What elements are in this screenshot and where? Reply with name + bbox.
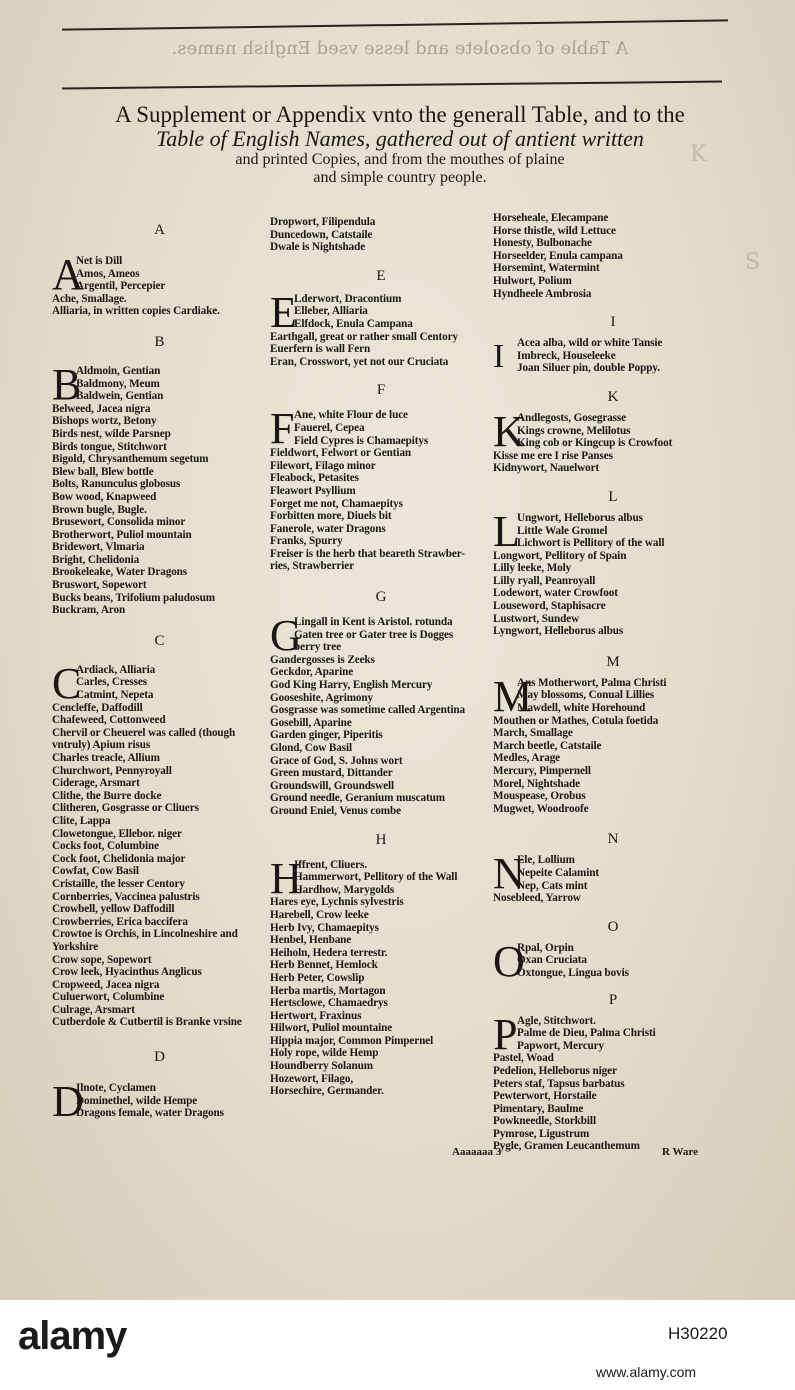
index-entry: Mouspease, Orobus (493, 790, 586, 803)
section-c (52, 658, 267, 1029)
section-g (270, 611, 492, 818)
index-entry: Elfdock, Enula Campana (294, 317, 413, 330)
index-entry: Clithe, the Burre docke (52, 789, 162, 802)
index-entry: Hozewort, Filago, (270, 1072, 354, 1085)
drop-cap: E (270, 287, 297, 337)
index-entry: Andlegosts, Gosegrasse (517, 411, 627, 424)
index-entry: Crow leek, Hyacinthus Anglicus (52, 966, 202, 979)
index-entry: Ungwort, Helleborus albus (517, 511, 643, 524)
bleed-through-mark: K (690, 142, 707, 167)
index-entry: Gosebill, Aparine (270, 716, 352, 729)
section-letter-a: A (154, 222, 165, 238)
index-entry: Kings crowne, Melilotus (517, 424, 631, 437)
section-h (270, 853, 492, 1098)
index-entry: Henbel, Henbane (270, 934, 352, 947)
section-letter-n: N (607, 831, 619, 848)
index-entry: Horseelder, Enula campana (493, 249, 623, 262)
index-entry: Oxtongue, Lingua bovis (517, 966, 629, 979)
section-a (52, 250, 267, 318)
section-h-continued (493, 212, 733, 300)
index-entry: Cocks foot, Columbine (52, 840, 159, 853)
bleed-through-header: A Table of obsolete and lesse vsed English names. (171, 38, 629, 59)
index-entry: Fanerole, water Dragons (270, 522, 386, 535)
alamy-logo: alamy (18, 1314, 127, 1358)
index-entry: Nep, Cats mint (517, 879, 588, 892)
index-entry: Herb Ivy, Chamaepitys (270, 921, 379, 934)
index-entry: Churchwort, Pennyroyall (52, 764, 172, 777)
index-entry: Fleawort Psyllium (270, 484, 356, 497)
index-entry: vntruly) Apium risus (52, 739, 151, 752)
index-entry: Amos, Ameos (76, 267, 140, 280)
index-entry: Dragons female, water Dragons (76, 1107, 224, 1120)
index-entry: Ilnote, Cyclamen (76, 1082, 156, 1095)
index-entry: Crowtoe is Orchis, in Lincolneshire and (52, 928, 238, 941)
index-entry: Catmint, Nepeta (76, 689, 154, 702)
index-entry: Lichwort is Pellitory of the wall (517, 537, 665, 550)
index-entry: Agle, Stitchwort. (517, 1014, 596, 1027)
index-entry: ries, Strawberrier (270, 560, 354, 573)
index-entry: Bridewort, Vlmaria (52, 541, 145, 554)
index-entry: Bigold, Chrysanthemum segetum (52, 453, 209, 466)
header-rule (62, 81, 722, 90)
title-line-4: and simple country people. (313, 169, 487, 187)
index-entry: March beetle, Catstaile (493, 739, 602, 752)
index-entry: Forget me not, Chamaepitys (270, 497, 403, 510)
section-k (493, 406, 733, 475)
index-entry: Ans Motherwort, Palma Christi (517, 676, 667, 689)
site-url: www.alamy.com (596, 1364, 697, 1380)
index-entry: Field Cypres is Chamaepitys (294, 434, 429, 447)
catchword: R Ware (662, 1146, 698, 1158)
index-entry: Bow wood, Knapweed (52, 490, 157, 503)
index-entry: Crowbell, yellow Daffodill (52, 903, 175, 916)
index-entry: Mouthen or Mathes, Cotula foetida (493, 714, 659, 727)
index-entry: Gooseshite, Agrimony (270, 691, 374, 704)
index-entry: Imbreck, Houseleeke (517, 349, 616, 362)
index-entry: Bishops wortz, Betony (52, 415, 157, 428)
index-entry: Pimentary, Baulme (493, 1102, 584, 1115)
index-entry: Glond, Cow Basil (270, 742, 353, 754)
index-entry: March, Smallage (493, 727, 573, 740)
index-entry: Buckram, Aron (52, 604, 126, 617)
section-letter-e: E (376, 267, 386, 284)
column-1 (52, 218, 267, 1127)
index-entry: Ardiack, Alliaria (76, 663, 156, 676)
index-entry: Ele, Lollium (517, 854, 575, 867)
index-entry: Duncedown, Catstaile (270, 228, 373, 241)
index-entry: Hertwort, Fraxinus (270, 1009, 362, 1022)
index-entry: Little Wale Gromel (517, 524, 608, 537)
section-l (493, 506, 733, 638)
index-entry: Ground needle, Geranium muscatum (270, 792, 445, 805)
section-d-continued (270, 216, 492, 254)
index-entry: Palme de Dieu, Palma Christi (517, 1027, 656, 1040)
index-entry: Lilly leeke, Moly (493, 562, 572, 575)
index-entry: Nosebleed, Yarrow (493, 892, 581, 905)
index-entry: Baldwein, Gentian (76, 390, 164, 403)
index-entry: Brookeleake, Water Dragons (52, 566, 188, 579)
section-letter-o: O (607, 918, 619, 935)
title-line-3: and printed Copies, and from the mouthes of plaine (235, 151, 565, 169)
index-entry: Culuerwort, Columbine (52, 991, 165, 1004)
index-entry: Bucks beans, Trifolium paludosum (52, 591, 216, 604)
index-entry: Charles treacle, Allium (52, 752, 160, 764)
drop-cap: G (270, 611, 302, 661)
section-letter-m: M (606, 653, 620, 670)
index-entry: Lderwort, Dracontium (294, 292, 402, 305)
index-entry: Holy rope, wilde Hemp (270, 1047, 379, 1060)
column-2 (270, 216, 492, 1098)
index-entry: Brotherwort, Puliol mountain (52, 528, 192, 541)
index-entry: Kidnywort, Nauelwort (493, 462, 600, 475)
index-entry: Earthgall, great or rather small Centory (270, 330, 459, 343)
index-entry: Lyngwort, Helleborus albus (493, 625, 624, 638)
index-entry: Acea alba, wild or white Tansie (517, 337, 663, 350)
index-entry: Argentil, Percepier (76, 280, 166, 293)
index-entry: Pastel, Woad (493, 1052, 554, 1065)
index-entry: Cock foot, Chelidonia major (52, 852, 186, 865)
drop-cap: C (52, 658, 82, 708)
drop-cap: P (493, 1009, 518, 1059)
index-entry: Cowfat, Cow Basil (52, 865, 139, 878)
index-entry: Gandergosses is Zeeks (270, 653, 375, 666)
section-e (270, 287, 492, 369)
index-entry: Ciderage, Arsmart (52, 777, 140, 790)
index-entry: Dominethel, wilde Hempe (76, 1094, 198, 1107)
index-entry: Lilly ryall, Peanroyall (493, 574, 596, 587)
index-entry: Geckdor, Aparine (270, 666, 354, 679)
index-entry: Pedelion, Helleborus niger (493, 1064, 617, 1077)
index-entry: Blew ball, Blew bottle (52, 465, 154, 478)
index-entry: Lustwort, Sundew (493, 612, 580, 625)
index-entry: Baldmony, Meum (76, 377, 160, 390)
drop-cap: K (493, 406, 525, 456)
section-f (270, 404, 492, 573)
index-entry: Cencleffe, Daffodill (52, 701, 143, 714)
index-entry: Clitheren, Gosgrasse or Cliuers (52, 802, 199, 815)
section-letter-f: F (376, 382, 386, 399)
index-entry: Rpal, Orpin (517, 941, 574, 954)
index-entry: Herb Peter, Cowslip (270, 971, 365, 984)
index-entry: Powkneedle, Storkbill (493, 1115, 596, 1128)
index-entry: Elleber, Alliaria (294, 305, 368, 318)
drop-cap: M (493, 671, 533, 721)
index-entry: Belweed, Jacea nigra (52, 402, 151, 415)
index-entry: Hilwort, Puliol mountaine (270, 1022, 393, 1035)
index-entry: Cutberdole & Cutbertil is Branke vrsine (52, 1016, 242, 1029)
index-entry: Hertsclowe, Chamaedrys (270, 997, 388, 1010)
index-entry: Aldmoin, Gentian (76, 364, 161, 377)
index-entry: Bruswort, Sopewort (52, 579, 147, 592)
index-entry: Morel, Nightshade (493, 777, 580, 790)
section-letter-p: P (608, 991, 618, 1008)
index-entry: Fieldwort, Felwort or Gentian (270, 447, 412, 460)
index-entry: Herba martis, Mortagon (270, 984, 386, 997)
index-entry: Iffrent, Cliuers. (294, 858, 367, 871)
index-entry: Dwale is Nightshade (270, 241, 366, 254)
title-line-2: Table of English Names, gathered out of antient written (156, 126, 644, 152)
bleed-through-mark: S (745, 250, 761, 275)
image-id: H30220 (668, 1324, 728, 1343)
drop-cap: F (270, 404, 295, 454)
index-entry: Horse thistle, wild Lettuce (493, 224, 616, 237)
index-entry: Garden ginger, Piperitis (270, 729, 383, 742)
index-entry: Crowberries, Erica baccifera (52, 915, 188, 928)
index-entry: Eran, Crosswort, yet not our Cruciata (270, 355, 449, 368)
index-entry: Hardhow, Marygolds (294, 883, 395, 896)
index-entry: Hulwort, Polium (493, 274, 572, 287)
index-entry: Filewort, Filago minor (270, 459, 376, 472)
index-entry: Green mustard, Dittander (270, 767, 393, 780)
index-entry: Pewterwort, Horstaile (493, 1090, 597, 1103)
index-entry: Net is Dill (76, 255, 123, 267)
index-entry: Longwort, Pellitory of Spain (493, 549, 627, 562)
index-entry: Bright, Chelidonia (52, 553, 140, 566)
index-entry: Louseword, Staphisacre (493, 600, 606, 613)
index-entry: Ground Eniel, Venus combe (270, 804, 401, 817)
stock-watermark-bar (0, 1300, 795, 1390)
index-entry: Chervil or Cheuerel was called (though (52, 726, 236, 739)
title-line-1: A Supplement or Appendix vnto the generall Table, and to the (115, 102, 685, 127)
section-letter-d: D (154, 1049, 165, 1066)
section-n (493, 849, 733, 905)
index-entry: Hares eye, Lychnis sylvestris (270, 896, 404, 909)
section-letter-g: G (375, 589, 387, 606)
index-entry: Brown bugle, Bugle. (52, 503, 147, 516)
index-entry: Medles, Arage (493, 752, 561, 765)
index-entry: Franks, Spurry (270, 535, 343, 548)
index-entry: Pygle, Gramen Leucanthemum (493, 1140, 640, 1153)
drop-cap: H (270, 853, 302, 903)
section-o (493, 936, 733, 986)
index-entry: Cristaille, the lesser Centory (52, 877, 185, 890)
index-entry: Ane, white Flour de luce (294, 409, 408, 422)
signature-mark: Aaaaaaa 3 (452, 1146, 502, 1158)
section-b (52, 359, 267, 617)
index-entry: Papwort, Mercury (517, 1039, 605, 1052)
index-entry: Cornberries, Vaccinea palustris (52, 890, 200, 903)
index-entry: God King Harry, English Mercury (270, 679, 433, 692)
index-entry: Birds tongue, Stitchwort (52, 440, 167, 453)
section-m (493, 671, 733, 816)
index-entry: Mugwet, Woodroofe (493, 802, 589, 815)
index-entry: Kisse me ere I rise Panses (493, 449, 613, 462)
index-entry: Joan Siluer pin, double Poppy. (517, 362, 660, 375)
drop-cap: O (493, 936, 525, 986)
index-entry: Birds nest, wilde Parsnep (52, 427, 171, 440)
index-entry: Lodewort, water Crowfoot (493, 587, 618, 600)
index-entry: King cob or Kingcup is Crowfoot (517, 437, 673, 450)
section-letter-i: I (610, 314, 616, 331)
index-entry: Fleabock, Petasites (270, 472, 359, 485)
index-entry: Houndberry Solanum (270, 1060, 373, 1073)
section-letter-k: K (607, 388, 619, 405)
index-entry: Crow sope, Sopewort (52, 953, 152, 966)
index-entry: Pymrose, Ligustrum (493, 1127, 590, 1140)
section-letter-c: C (154, 632, 165, 649)
index-entry: Clowetongue, Ellebor. niger (52, 827, 182, 840)
index-entry: Oxan Cruciata (517, 954, 587, 967)
section-p (493, 1009, 733, 1154)
section-d (52, 1077, 267, 1127)
index-entry: May blossoms, Conual Lillies (517, 689, 655, 702)
index-entry: Lingall in Kent is Aristol. rotunda (294, 616, 453, 629)
index-entry: berry tree (294, 641, 341, 654)
index-entry: Hyndheele Ambrosia (493, 287, 592, 300)
drop-cap: N (493, 849, 525, 899)
drop-cap: L (493, 506, 520, 556)
section-letter-h: H (375, 831, 387, 848)
index-entry: Groundswill, Groundswell (270, 779, 395, 792)
index-entry: Brusewort, Consolida minor (52, 516, 186, 529)
index-entry: Clite, Lappa (52, 814, 111, 827)
index-entry: Hippia major, Common Pimpernel (270, 1034, 434, 1047)
index-entry: Fauerel, Cepea (294, 421, 365, 434)
index-entry: Nepeite Calamint (517, 866, 599, 879)
section-letter-l: L (608, 488, 618, 505)
index-entry: Chafeweed, Cottonweed (52, 714, 166, 727)
drop-cap: A (52, 250, 84, 299)
column-3 (493, 212, 733, 1153)
index-entry: Freiser is the herb that beareth Strawber- (270, 547, 465, 560)
index-entry: Bolts, Ranunculus globosus (52, 478, 181, 491)
index-entry: Peters staf, Tapsus barbatus (493, 1077, 625, 1090)
section-letter-b: B (154, 333, 165, 350)
top-rule (62, 19, 728, 30)
index-entry: Horseheale, Elecampane (493, 212, 609, 224)
page-title (60, 102, 740, 187)
index-entry: Carles, Cresses (76, 676, 147, 689)
index-entry: Honesty, Bulbonache (493, 237, 592, 250)
index-entry: Mercury, Pimpernell (493, 765, 591, 777)
index-entry: Culrage, Arsmart (52, 1003, 135, 1016)
index-entry: Dropwort, Filipendula (270, 216, 376, 228)
index-entry: Gaten tree or Gater tree is Dogges (294, 628, 454, 641)
index-entry: Heiholn, Hedera terrestr. (270, 946, 388, 959)
index-entry: Mawdell, white Horehound (517, 702, 646, 715)
drop-cap: B (52, 359, 82, 409)
index-entry: Horsemint, Watermint (493, 262, 600, 275)
index-entry: Herb Bennet, Hemlock (270, 959, 378, 972)
index-entry: Hammerwort, Pellitory of the Wall (294, 871, 458, 884)
index-entry: Euerfern is wall Fern (270, 343, 371, 356)
section-i (493, 337, 733, 375)
index-entry: Forbitten more, Diuels bit (270, 510, 392, 523)
index-entry: Alliaria, in written copies Cardiake. (52, 305, 220, 318)
index-entry: Ache, Smallage. (52, 292, 127, 305)
index-entry: Harebell, Crow leeke (270, 908, 369, 921)
drop-cap: D (52, 1077, 84, 1127)
index-entry: Grace of God, S. Johns wort (270, 754, 403, 767)
index-entry: Cropweed, Jacea nigra (52, 978, 160, 991)
index-entry: Gosgrasse was sometime called Argentina (270, 704, 465, 717)
index-entry: Horsechire, Germander. (270, 1085, 384, 1098)
drop-cap: I (493, 338, 505, 376)
index-entry: Yorkshire (52, 940, 99, 953)
